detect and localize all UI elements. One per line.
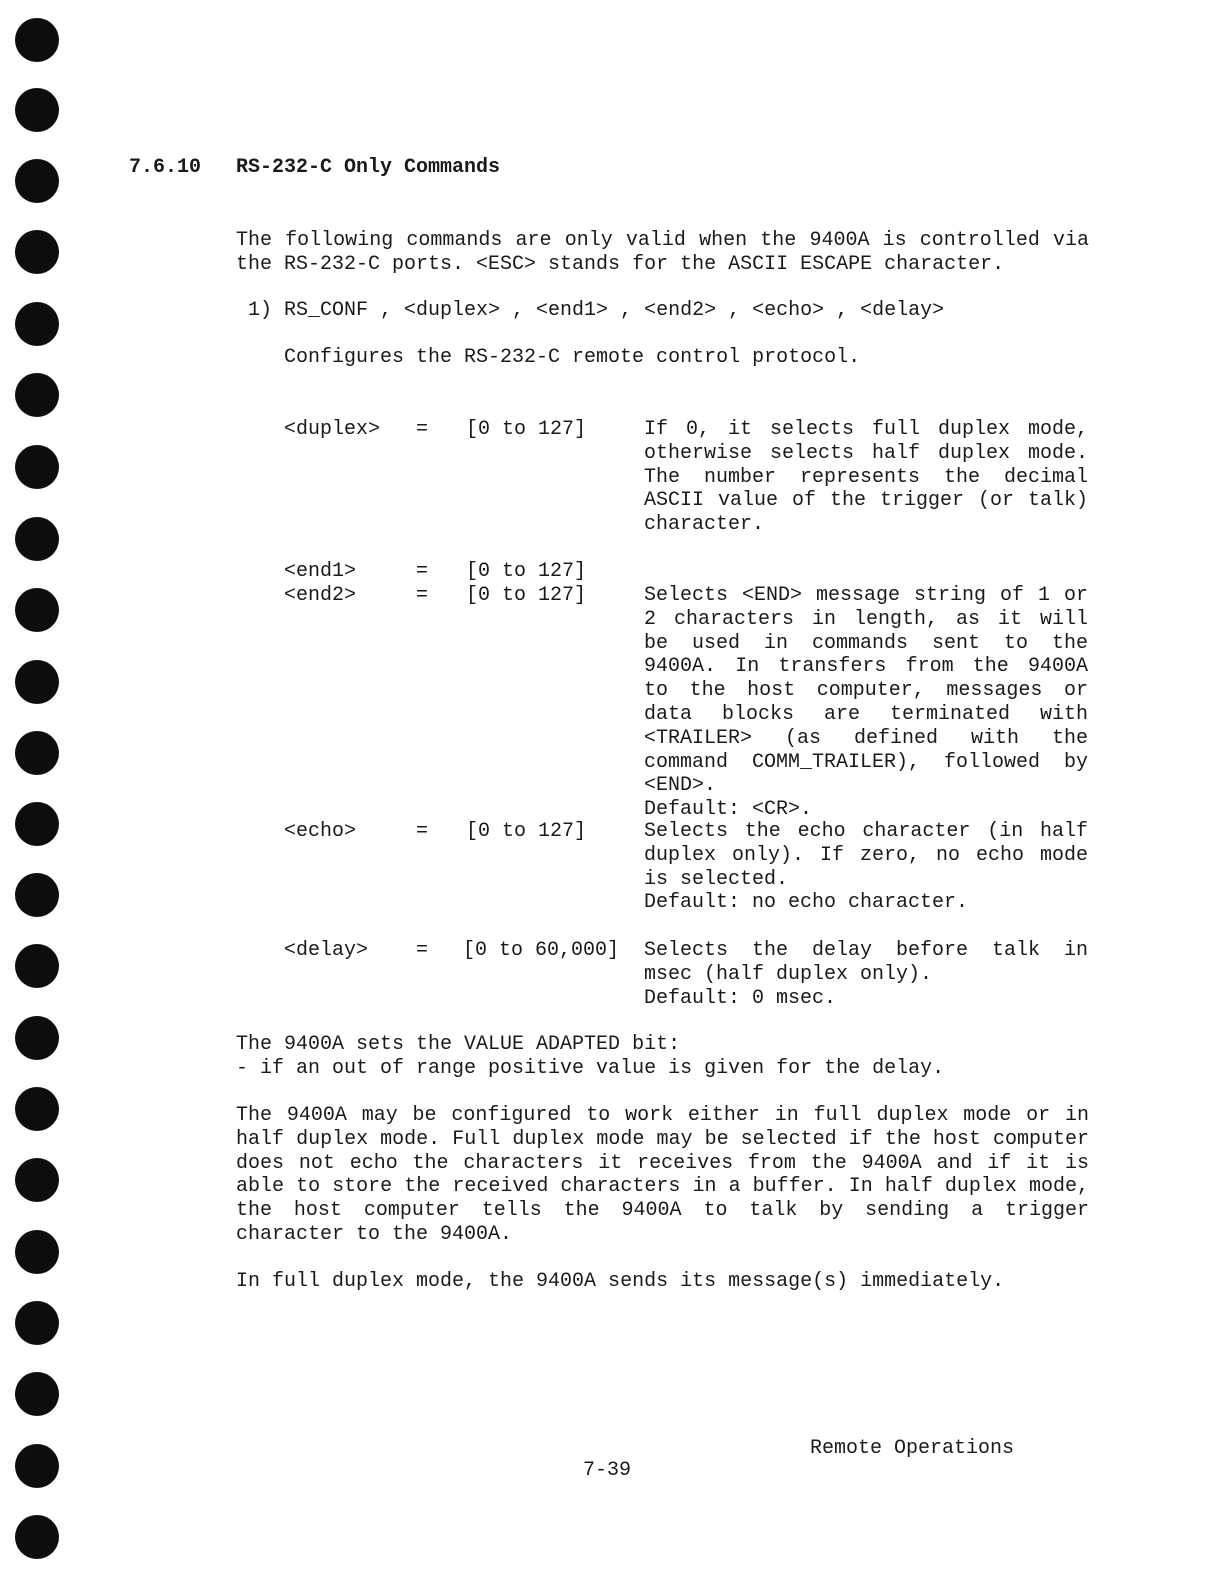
binder-hole [15,1301,59,1345]
binder-hole [15,230,59,274]
command-summary: Configures the RS-232-C remote control protocol. [284,346,861,369]
value-adapted-line: - if an out of range positive value is given for the delay. [236,1057,945,1080]
binder-hole [15,873,59,917]
binder-hole [15,1444,59,1488]
binder-hole [15,159,59,203]
command-syntax: 1) RS_CONF , <duplex> , <end1> , <end2> , <echo> , <delay> [248,299,945,322]
binder-hole [15,802,59,846]
binder-hole [15,660,59,704]
param-range: [0 to 60,000] [463,939,620,962]
param-name: <end1> [284,560,357,583]
binder-hole [15,517,59,561]
value-adapted-line: The 9400A sets the VALUE ADAPTED bit: [236,1033,681,1056]
intro-paragraph: The following commands are only valid when the 9400A is controlled via the RS-232-C ports. <ESC> stands for the ASCII ESCAPE character. [236,229,1089,276]
param-range: [0 to 127] [466,560,587,583]
param-range: [0 to 127] [466,584,587,607]
param-equals: = [416,560,429,583]
binder-hole [15,88,59,132]
param-equals: = [416,584,429,607]
param-description: Selects the delay before talk in msec (half duplex only). Default: 0 msec. [644,939,1088,1010]
param-equals: = [416,418,429,441]
binder-hole [15,373,59,417]
param-range: [0 to 127] [466,418,587,441]
param-range: [0 to 127] [466,820,587,843]
param-description: Selects the echo character (in half duplex only). If zero, no echo mode is selected. Default: no echo character. [644,820,1088,915]
binder-hole [15,1087,59,1131]
binder-hole [15,302,59,346]
binder-hole [15,731,59,775]
final-sentence: In full duplex mode, the 9400A sends its message(s) immediately. [236,1270,1005,1293]
binder-hole [15,1515,59,1559]
binder-hole [15,18,59,62]
param-name: <duplex> [284,418,381,441]
param-description: Selects <END> message string of 1 or 2 characters in length, as it will be used in commands sent to the 9400A. In transfers from the 9400A to the host computer, messages or data blocks are terminated with <TRAILER> (as defined with the command COMM_TRAILER), followed by <END>. Default: <CR>. [644,584,1088,822]
param-equals: = [416,939,429,962]
duplex-paragraph: The 9400A may be configured to work either in full duplex mode or in half duplex mode. Full duplex mode may be selected if the host computer does not echo the characters it receives from the 9400A and if it is able to store the received characters in a buffer. In half duplex mode, the host computer tells the 9400A to talk by sending a trigger character to the 9400A. [236,1104,1089,1246]
binder-hole [15,1230,59,1274]
page-number: 7-39 [583,1459,632,1482]
binder-hole [15,944,59,988]
param-equals: = [416,820,429,843]
param-name: <delay> [284,939,369,962]
param-name: <echo> [284,820,357,843]
footer-section: Remote Operations [810,1437,1015,1460]
param-description: If 0, it selects full duplex mode, otherwise selects half duplex mode. The number represents the decimal ASCII value of the trigger (or talk) character. [644,418,1088,537]
section-title: RS-232-C Only Commands [236,156,501,179]
section-number: 7.6.10 [129,156,202,179]
binder-hole [15,588,59,632]
binder-hole [15,445,59,489]
binder-hole [15,1372,59,1416]
param-name: <end2> [284,584,357,607]
binder-hole [15,1158,59,1202]
binder-hole [15,1016,59,1060]
